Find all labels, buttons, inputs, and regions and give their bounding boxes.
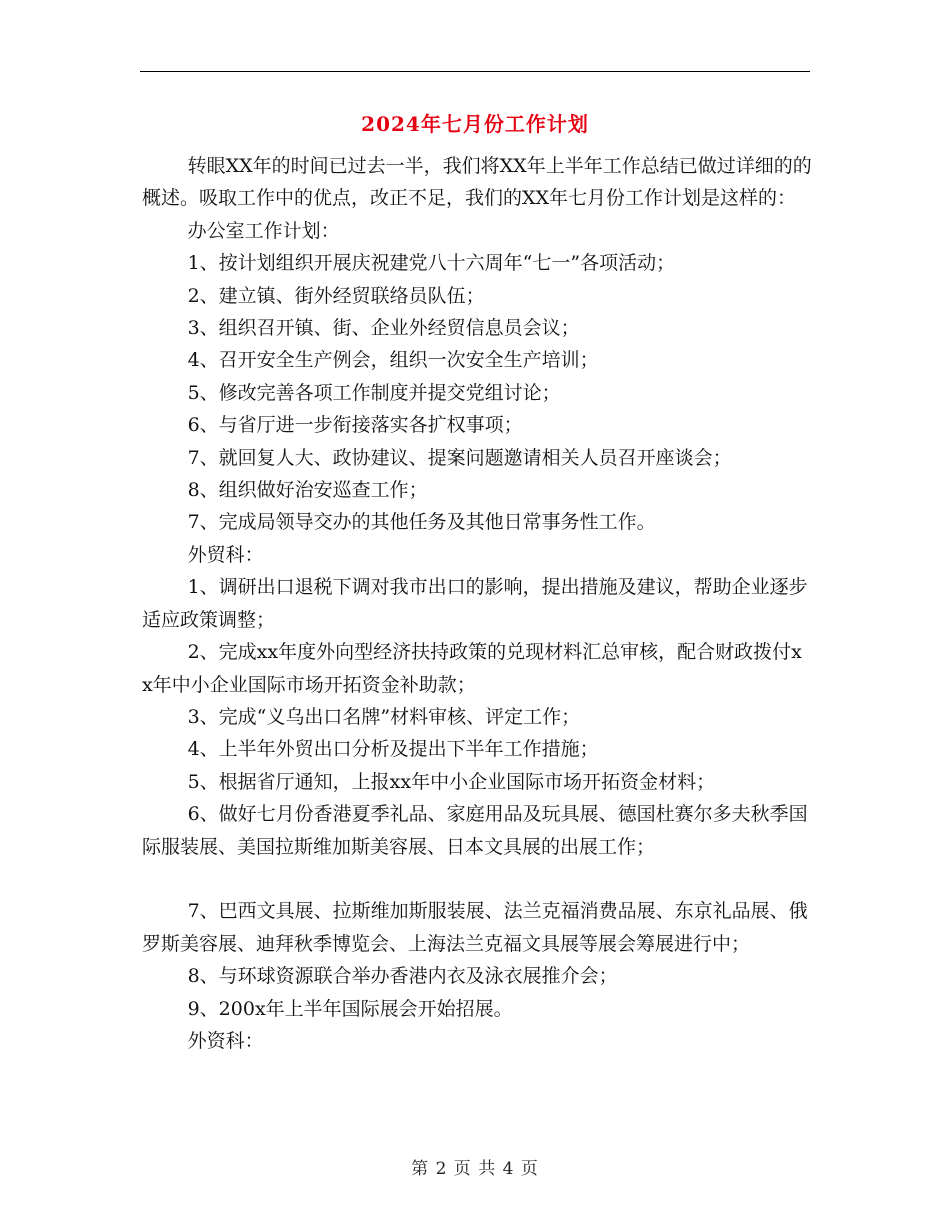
blank-line (142, 863, 812, 895)
list-item: 6、做好七月份香港夏季礼品、家庭用品及玩具展、德国杜赛尔多夫秋季国际服装展、美国拉斯维加斯美容展、日本文具展的出展工作； (142, 803, 808, 858)
list-item: 5、根据省厅通知，上报xx年中小企业国际市场开拓资金材料； (187, 770, 716, 793)
list-item: 1、调研出口退税下调对我市出口的影响，提出措施及建议，帮助企业逐步适应政策调整； (142, 576, 808, 631)
list-item: 3、组织召开镇、街、企业外经贸信息员会议； (187, 317, 580, 340)
list-item: 6、与省厅进一步衔接落实各扩权事项； (187, 414, 523, 437)
list-item: 1、按计划组织开展庆祝建党八十六周年“七一”各项活动； (187, 252, 676, 275)
section-heading-foreign-investment: 外资科： (187, 1029, 264, 1052)
header-rule (140, 71, 810, 72)
document-title: 2024年七月份工作计划 (361, 112, 589, 136)
list-item: 5、修改完善各项工作制度并提交党组讨论； (187, 381, 561, 404)
paragraph-intro: 转眼XX年的时间已过去一半，我们将XX年上半年工作总结已做过详细的的概述。吸取工作中的优点，改正不足，我们的XX年七月份工作计划是这样的： (142, 155, 812, 210)
section-heading-office: 办公室工作计划： (187, 219, 340, 242)
list-item: 4、召开安全生产例会，组织一次安全生产培训； (187, 349, 599, 372)
section-heading-foreign-trade: 外贸科： (187, 543, 264, 566)
list-item: 3、完成“义乌出口名牌”材料审核、评定工作； (187, 705, 581, 728)
list-item: 8、与环球资源联合举办香港内衣及泳衣展推介会； (187, 965, 618, 988)
document-body (142, 150, 812, 1057)
list-item: 7、巴西文具展、拉斯维加斯服装展、法兰克福消费品展、东京礼品展、俄罗斯美容展、迪拜秋季博览会、上海法兰克福文具展等展会筹展进行中； (142, 900, 808, 955)
page-number-footer: 第 2 页 共 4 页 (411, 1159, 539, 1179)
list-item: 2、建立镇、街外经贸联络员队伍； (187, 284, 485, 307)
list-item: 7、就回复人大、政协建议、提案问题邀请相关人员召开座谈会； (187, 446, 732, 469)
list-item: 7、完成局领导交办的其他任务及其他日常事务性工作。 (187, 511, 656, 534)
list-item: 4、上半年外贸出口分析及提出下半年工作措施； (187, 738, 599, 761)
list-item: 9、200x年上半年国际展会开始招展。 (187, 997, 513, 1020)
list-item: 8、组织做好治安巡查工作； (187, 479, 428, 502)
list-item: 2、完成xx年度外向型经济扶持政策的兑现材料汇总审核，配合财政拨付xx年中小企业国际市场开拓资金补助款； (142, 641, 802, 696)
